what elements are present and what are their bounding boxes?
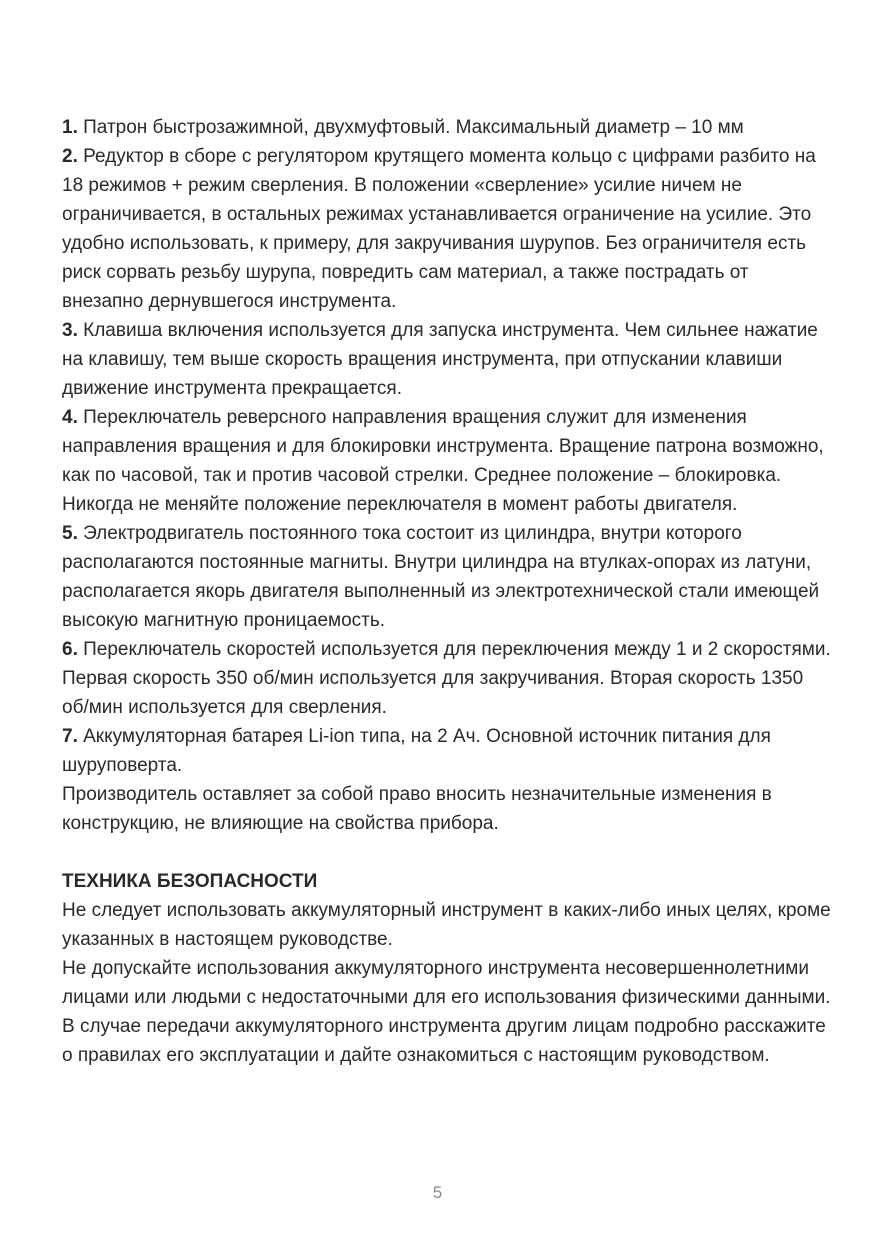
safety-paragraph: Не допускайте использования аккумуляторного инструмента несовершеннолетними лицами или людьми с недостаточными для его использования физическими данными. В случае передачи аккумуляторного инструмента другим лицам подробно расскажите о правилах его эксплуатации и дайте ознакомиться с настоящим руководством. bbox=[62, 958, 831, 1066]
item-text: Аккумуляторная батарея Li-ion типа, на 2 Ач. Основной источник питания для шуруповерта. bbox=[62, 726, 771, 776]
item-1 bbox=[62, 113, 832, 142]
item-number: 6. bbox=[62, 639, 78, 660]
item-text: Электродвигатель постоянного тока состоит из цилиндра, внутри которого располагаются постоянные магниты. Внутри цилиндра на втулках-опорах из латуни, располагается якорь двигателя выполненный из электротехнической стали имеющей высокую магнитную проницаемость. bbox=[62, 523, 820, 631]
item-4 bbox=[62, 403, 832, 519]
item-number: 2. bbox=[62, 146, 78, 167]
item-number: 3. bbox=[62, 320, 78, 341]
item-3 bbox=[62, 316, 832, 403]
item-text: Патрон быстрозажимной, двухмуфтовый. Максимальный диаметр – 10 мм bbox=[77, 117, 744, 138]
safety-heading: ТЕХНИКА БЕЗОПАСНОСТИ bbox=[62, 871, 318, 892]
document-body bbox=[62, 113, 832, 1070]
item-number: 5. bbox=[62, 523, 78, 544]
manufacturer-note: Производитель оставляет за собой право вносить незначительные изменения в конструкцию, не влияющие на свойства прибора. bbox=[62, 784, 772, 834]
page-number: 5 bbox=[432, 1183, 443, 1202]
item-7 bbox=[62, 722, 832, 780]
item-number: 4. bbox=[62, 407, 78, 428]
item-5 bbox=[62, 519, 832, 635]
item-text: Переключатель реверсного направления вращения служит для изменения направления вращения и для блокировки инструмента. Вращение патрона возможно, как по часовой, так и против часовой стрелки. Среднее положение – блокировка. Никогда не меняйте положение переключателя в момент работы двигателя. bbox=[62, 407, 824, 515]
item-number: 1. bbox=[62, 117, 78, 138]
item-text: Редуктор в сборе с регулятором крутящего момента кольцо с цифрами разбито на 18 режимов + режим сверления. В положении «сверление» усилие ничем не ограничивается, в остальных режимах устанавливается ограничение на усилие. Это удобно использовать, к примеру, для закручивания шурупов. Без ограничителя есть риск сорвать резьбу шурупа, повредить сам материал, а также пострадать от внезапно дернувшегося инструмента. bbox=[62, 146, 816, 312]
item-number: 7. bbox=[62, 726, 78, 747]
item-6 bbox=[62, 635, 832, 722]
item-text: Клавиша включения используется для запуска инструмента. Чем сильнее нажатие на клавишу, тем выше скорость вращения инструмента, при отпускании клавиши движение инструмента прекращается. bbox=[62, 320, 818, 399]
item-2 bbox=[62, 142, 832, 316]
safety-paragraph: Не следует использовать аккумуляторный инструмент в каких-либо иных целях, кроме указанных в настоящем руководстве. bbox=[62, 900, 831, 950]
item-text: Переключатель скоростей используется для переключения между 1 и 2 скоростями. Первая скорость 350 об/мин используется для закручивания. Вторая скорость 1350 об/мин используется для сверления. bbox=[62, 639, 831, 718]
